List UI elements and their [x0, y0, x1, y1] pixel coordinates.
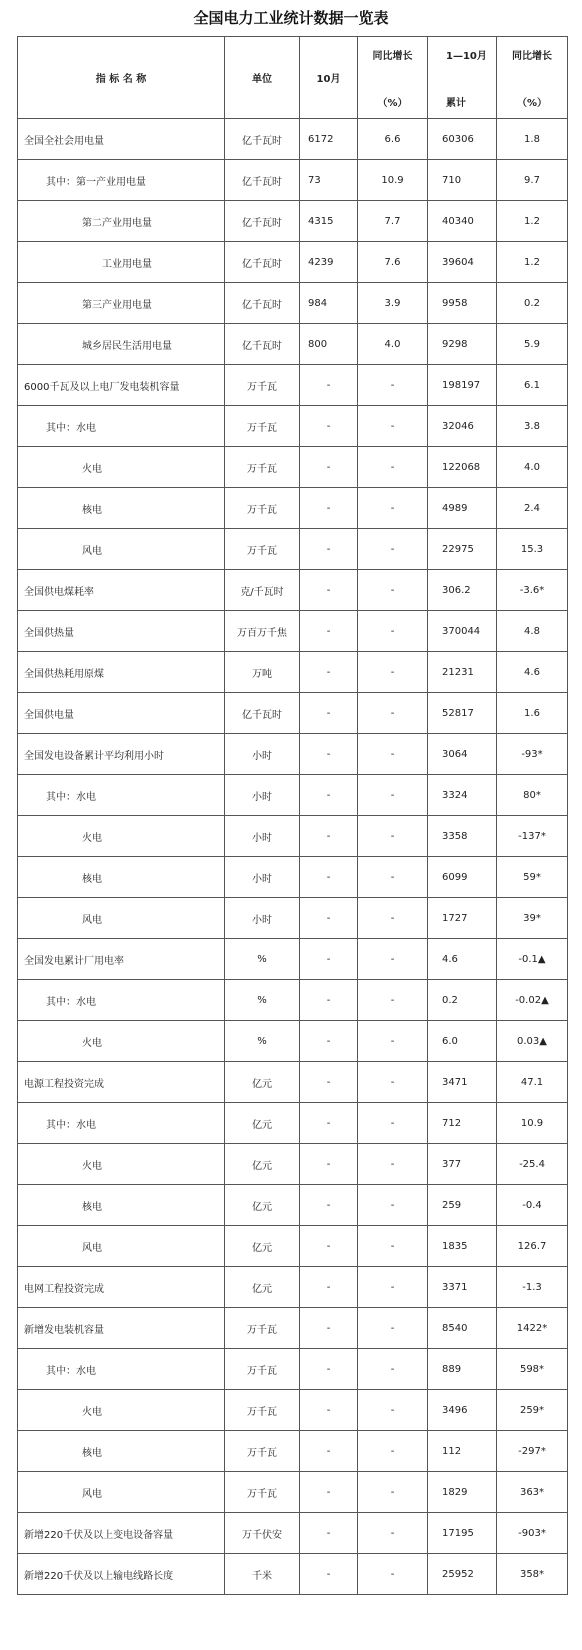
row-month: -: [300, 1021, 358, 1062]
row-month: -: [300, 406, 358, 447]
table-row: [18, 1472, 568, 1513]
row-cum-yoy: -0.1▲: [497, 939, 568, 980]
row-cum-yoy: 1422*: [497, 1308, 568, 1349]
row-cum: 306.2: [428, 570, 497, 611]
row-name: 其中：水电: [18, 980, 225, 1021]
row-month: -: [300, 529, 358, 570]
row-yoy: -: [358, 816, 428, 857]
row-cum-yoy: 6.1: [497, 365, 568, 406]
table-row: [18, 1144, 568, 1185]
row-yoy: -: [358, 406, 428, 447]
table-row: [18, 775, 568, 816]
row-month: -: [300, 1554, 358, 1595]
header-cum-yoy: [497, 37, 568, 119]
header-yoy-top: 同比增长: [372, 50, 413, 62]
row-month: 4315: [300, 201, 358, 242]
row-unit: 万千瓦: [225, 1390, 300, 1431]
header-unit: 单位: [225, 37, 300, 119]
row-name: 其中：水电: [18, 1103, 225, 1144]
table-row: [18, 693, 568, 734]
table-row: [18, 1267, 568, 1308]
row-name: 核电: [18, 1431, 225, 1472]
row-cum: 3471: [428, 1062, 497, 1103]
row-name: 新增发电装机容量: [18, 1308, 225, 1349]
row-unit: 万千瓦: [225, 1349, 300, 1390]
row-unit: 小时: [225, 898, 300, 939]
row-yoy: -: [358, 775, 428, 816]
row-name: 全国全社会用电量: [18, 119, 225, 160]
row-cum: 712: [428, 1103, 497, 1144]
row-cum-yoy: 80*: [497, 775, 568, 816]
row-month: -: [300, 939, 358, 980]
row-unit: 克/千瓦时: [225, 570, 300, 611]
row-unit: 万千瓦: [225, 1472, 300, 1513]
table-row: [18, 816, 568, 857]
row-cum: 9958: [428, 283, 497, 324]
row-cum-yoy: -903*: [497, 1513, 568, 1554]
row-name: 风电: [18, 1472, 225, 1513]
row-cum: 259: [428, 1185, 497, 1226]
table-row: [18, 488, 568, 529]
row-unit: 亿千瓦时: [225, 693, 300, 734]
row-cum: 25952: [428, 1554, 497, 1595]
row-month: 73: [300, 160, 358, 201]
row-unit: 亿元: [225, 1267, 300, 1308]
row-month: 800: [300, 324, 358, 365]
row-yoy: -: [358, 447, 428, 488]
row-unit: 亿元: [225, 1103, 300, 1144]
row-yoy: -: [358, 1226, 428, 1267]
row-unit: 亿元: [225, 1185, 300, 1226]
table-row: [18, 1390, 568, 1431]
row-name: 核电: [18, 857, 225, 898]
row-yoy: -: [358, 1021, 428, 1062]
row-cum-yoy: 4.8: [497, 611, 568, 652]
row-month: -: [300, 1144, 358, 1185]
row-month: -: [300, 857, 358, 898]
table-row: [18, 1226, 568, 1267]
row-name: 其中：水电: [18, 775, 225, 816]
row-yoy: -: [358, 980, 428, 1021]
row-unit: 千米: [225, 1554, 300, 1595]
row-unit: %: [225, 939, 300, 980]
row-month: -: [300, 816, 358, 857]
row-month: -: [300, 1390, 358, 1431]
row-unit: 亿千瓦时: [225, 242, 300, 283]
row-name: 全国供电量: [18, 693, 225, 734]
row-month: -: [300, 734, 358, 775]
table-row: [18, 1513, 568, 1554]
row-cum: 3358: [428, 816, 497, 857]
row-cum-yoy: -25.4: [497, 1144, 568, 1185]
header-cum-yoy-bottom: （%）: [516, 97, 548, 109]
table-row: [18, 734, 568, 775]
row-month: -: [300, 898, 358, 939]
table-row: [18, 652, 568, 693]
row-month: -: [300, 1472, 358, 1513]
row-yoy: 7.7: [358, 201, 428, 242]
row-yoy: -: [358, 1308, 428, 1349]
row-unit: 亿千瓦时: [225, 324, 300, 365]
row-name: 6000千瓦及以上电厂发电装机容量: [18, 365, 225, 406]
row-cum-yoy: 1.8: [497, 119, 568, 160]
row-unit: 亿千瓦时: [225, 283, 300, 324]
row-cum-yoy: 0.2: [497, 283, 568, 324]
table-row: [18, 160, 568, 201]
row-yoy: 7.6: [358, 242, 428, 283]
row-cum: 1835: [428, 1226, 497, 1267]
table-row: [18, 1431, 568, 1472]
row-cum: 3496: [428, 1390, 497, 1431]
row-month: -: [300, 652, 358, 693]
table-row: [18, 283, 568, 324]
stats-table: [17, 36, 568, 1595]
table-row: [18, 324, 568, 365]
row-name: 其中：水电: [18, 406, 225, 447]
row-unit: 亿千瓦时: [225, 160, 300, 201]
header-cum-top: 1—10月: [446, 50, 487, 62]
row-unit: 万吨: [225, 652, 300, 693]
row-cum: 370044: [428, 611, 497, 652]
row-yoy: -: [358, 1554, 428, 1595]
row-cum-yoy: 5.9: [497, 324, 568, 365]
row-yoy: -: [358, 857, 428, 898]
row-name: 其中：水电: [18, 1349, 225, 1390]
row-unit: 亿千瓦时: [225, 119, 300, 160]
table-row: [18, 1103, 568, 1144]
row-name: 风电: [18, 529, 225, 570]
row-month: -: [300, 775, 358, 816]
row-cum: 40340: [428, 201, 497, 242]
row-unit: 小时: [225, 816, 300, 857]
row-yoy: 4.0: [358, 324, 428, 365]
row-unit: 小时: [225, 734, 300, 775]
row-cum: 6099: [428, 857, 497, 898]
table-row: [18, 1185, 568, 1226]
row-name: 火电: [18, 447, 225, 488]
row-cum-yoy: 1.6: [497, 693, 568, 734]
row-cum: 8540: [428, 1308, 497, 1349]
row-cum-yoy: 4.0: [497, 447, 568, 488]
row-unit: %: [225, 1021, 300, 1062]
row-cum: 32046: [428, 406, 497, 447]
table-row: [18, 529, 568, 570]
row-name: 全国供热量: [18, 611, 225, 652]
row-cum: 710: [428, 160, 497, 201]
row-cum-yoy: 0.03▲: [497, 1021, 568, 1062]
row-unit: 万千瓦: [225, 488, 300, 529]
table-row: [18, 1308, 568, 1349]
row-name: 核电: [18, 1185, 225, 1226]
row-cum-yoy: 126.7: [497, 1226, 568, 1267]
row-month: -: [300, 570, 358, 611]
row-cum-yoy: 363*: [497, 1472, 568, 1513]
row-yoy: -: [358, 939, 428, 980]
row-yoy: -: [358, 1267, 428, 1308]
row-yoy: -: [358, 1185, 428, 1226]
row-cum: 4989: [428, 488, 497, 529]
row-cum-yoy: -93*: [497, 734, 568, 775]
row-cum: 4.6: [428, 939, 497, 980]
row-name: 电源工程投资完成: [18, 1062, 225, 1103]
row-name: 火电: [18, 816, 225, 857]
row-name: 城乡居民生活用电量: [18, 324, 225, 365]
page-title: 全国电力工业统计数据一览表: [193, 9, 389, 27]
row-month: 6172: [300, 119, 358, 160]
row-cum: 22975: [428, 529, 497, 570]
row-cum: 3064: [428, 734, 497, 775]
row-unit: 亿元: [225, 1226, 300, 1267]
table-row: [18, 1554, 568, 1595]
row-cum: 52817: [428, 693, 497, 734]
row-name: 第三产业用电量: [18, 283, 225, 324]
row-yoy: -: [358, 529, 428, 570]
row-month: -: [300, 1513, 358, 1554]
row-cum-yoy: 2.4: [497, 488, 568, 529]
table-row: [18, 447, 568, 488]
row-cum: 21231: [428, 652, 497, 693]
row-cum: 60306: [428, 119, 497, 160]
row-cum-yoy: 10.9: [497, 1103, 568, 1144]
header-cum-bottom: 累计: [446, 97, 466, 109]
row-cum-yoy: 4.6: [497, 652, 568, 693]
row-unit: 万百万千焦: [225, 611, 300, 652]
row-yoy: 10.9: [358, 160, 428, 201]
row-yoy: -: [358, 652, 428, 693]
row-cum: 377: [428, 1144, 497, 1185]
row-name: 火电: [18, 1144, 225, 1185]
row-yoy: -: [358, 693, 428, 734]
table-row: [18, 365, 568, 406]
row-cum: 3371: [428, 1267, 497, 1308]
row-cum: 9298: [428, 324, 497, 365]
row-unit: %: [225, 980, 300, 1021]
row-unit: 亿元: [225, 1062, 300, 1103]
header-month: 10月: [300, 37, 358, 119]
row-cum-yoy: -3.6*: [497, 570, 568, 611]
row-month: -: [300, 611, 358, 652]
row-unit: 万千瓦: [225, 1308, 300, 1349]
row-month: -: [300, 1431, 358, 1472]
row-yoy: -: [358, 1472, 428, 1513]
row-month: 4239: [300, 242, 358, 283]
row-cum: 17195: [428, 1513, 497, 1554]
row-yoy: -: [358, 1349, 428, 1390]
header-yoy-bottom: （%）: [377, 97, 408, 109]
row-yoy: -: [358, 1062, 428, 1103]
header-cum-yoy-top: 同比增长: [512, 50, 552, 62]
row-cum: 1727: [428, 898, 497, 939]
row-name: 全国供电煤耗率: [18, 570, 225, 611]
row-cum-yoy: 59*: [497, 857, 568, 898]
row-month: -: [300, 1103, 358, 1144]
row-yoy: -: [358, 365, 428, 406]
row-yoy: -: [358, 1103, 428, 1144]
row-month: -: [300, 1267, 358, 1308]
row-cum: 889: [428, 1349, 497, 1390]
row-cum: 6.0: [428, 1021, 497, 1062]
row-cum-yoy: 358*: [497, 1554, 568, 1595]
row-cum-yoy: 39*: [497, 898, 568, 939]
table-row: [18, 201, 568, 242]
row-yoy: -: [358, 898, 428, 939]
row-name: 第二产业用电量: [18, 201, 225, 242]
row-cum-yoy: 1.2: [497, 201, 568, 242]
row-month: 984: [300, 283, 358, 324]
row-yoy: -: [358, 570, 428, 611]
table-row: [18, 980, 568, 1021]
row-cum-yoy: 259*: [497, 1390, 568, 1431]
row-unit: 小时: [225, 857, 300, 898]
row-yoy: 6.6: [358, 119, 428, 160]
row-name: 风电: [18, 898, 225, 939]
row-cum: 39604: [428, 242, 497, 283]
row-month: -: [300, 1308, 358, 1349]
table-row: [18, 898, 568, 939]
row-unit: 万千伏安: [225, 1513, 300, 1554]
row-yoy: -: [358, 734, 428, 775]
row-month: -: [300, 447, 358, 488]
table-row: [18, 242, 568, 283]
row-month: -: [300, 1062, 358, 1103]
row-yoy: 3.9: [358, 283, 428, 324]
row-cum-yoy: -1.3: [497, 1267, 568, 1308]
row-unit: 亿千瓦时: [225, 201, 300, 242]
row-cum-yoy: 3.8: [497, 406, 568, 447]
row-cum-yoy: 1.2: [497, 242, 568, 283]
row-name: 全国供热耗用原煤: [18, 652, 225, 693]
row-cum-yoy: -297*: [497, 1431, 568, 1472]
table-row: [18, 939, 568, 980]
row-name: 风电: [18, 1226, 225, 1267]
row-cum: 122068: [428, 447, 497, 488]
table-row: [18, 611, 568, 652]
row-cum: 198197: [428, 365, 497, 406]
row-yoy: -: [358, 1390, 428, 1431]
row-month: -: [300, 1349, 358, 1390]
header-name: 指 标 名 称: [18, 37, 225, 119]
row-cum: 0.2: [428, 980, 497, 1021]
row-name: 新增220千伏及以上输电线路长度: [18, 1554, 225, 1595]
table-row: [18, 1062, 568, 1103]
row-unit: 亿元: [225, 1144, 300, 1185]
row-cum-yoy: 598*: [497, 1349, 568, 1390]
row-name: 核电: [18, 488, 225, 529]
row-month: -: [300, 980, 358, 1021]
row-name: 火电: [18, 1390, 225, 1431]
row-unit: 万千瓦: [225, 1431, 300, 1472]
table-row: [18, 1349, 568, 1390]
row-month: -: [300, 488, 358, 529]
table-row: [18, 1021, 568, 1062]
row-yoy: -: [358, 488, 428, 529]
row-month: -: [300, 1226, 358, 1267]
row-name: 火电: [18, 1021, 225, 1062]
row-cum-yoy: -0.4: [497, 1185, 568, 1226]
row-name: 全国发电累计厂用电率: [18, 939, 225, 980]
row-yoy: -: [358, 611, 428, 652]
row-unit: 万千瓦: [225, 365, 300, 406]
row-cum-yoy: 15.3: [497, 529, 568, 570]
row-month: -: [300, 1185, 358, 1226]
row-name: 其中：第一产业用电量: [18, 160, 225, 201]
row-unit: 万千瓦: [225, 529, 300, 570]
row-yoy: -: [358, 1144, 428, 1185]
row-cum-yoy: -0.02▲: [497, 980, 568, 1021]
row-month: -: [300, 693, 358, 734]
row-name: 全国发电设备累计平均利用小时: [18, 734, 225, 775]
row-name: 工业用电量: [18, 242, 225, 283]
table-row: [18, 570, 568, 611]
row-unit: 万千瓦: [225, 447, 300, 488]
row-cum-yoy: -137*: [497, 816, 568, 857]
header-row: [18, 37, 568, 119]
table-row: [18, 119, 568, 160]
row-yoy: -: [358, 1513, 428, 1554]
header-yoy: [358, 37, 428, 119]
row-name: 新增220千伏及以上变电设备容量: [18, 1513, 225, 1554]
table-row: [18, 406, 568, 447]
header-cum: [428, 37, 497, 119]
row-unit: 小时: [225, 775, 300, 816]
row-cum: 1829: [428, 1472, 497, 1513]
table-row: [18, 857, 568, 898]
row-cum-yoy: 47.1: [497, 1062, 568, 1103]
row-cum-yoy: 9.7: [497, 160, 568, 201]
row-name: 电网工程投资完成: [18, 1267, 225, 1308]
row-yoy: -: [358, 1431, 428, 1472]
row-cum: 3324: [428, 775, 497, 816]
row-cum: 112: [428, 1431, 497, 1472]
row-month: -: [300, 365, 358, 406]
row-unit: 万千瓦: [225, 406, 300, 447]
